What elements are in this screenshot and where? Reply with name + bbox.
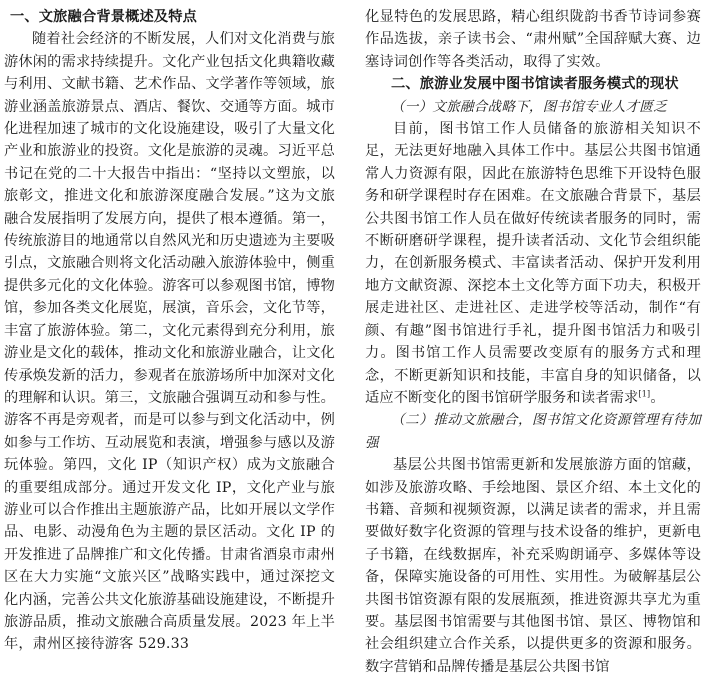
body-paragraph-1-end: 。 [650, 389, 665, 406]
right-column [365, 6, 701, 678]
continued-paragraph: 化显特色的发展思路，精心组织陇韵书香节诗词参赛作品选拔，亲子读书会、“肃州赋”全国辞赋大赛、边塞诗词创作等各类活动，取得了实效。 [365, 9, 701, 70]
subsection-heading-1: （一）文旅融合战略下，图书馆专业人才匮乏 [391, 98, 667, 115]
citation-marker: [1] [638, 389, 651, 399]
body-paragraph-2: 基层公共图书馆需更新和发展旅游方面的馆藏，如涉及旅游攻略、手绘地图、景区介绍、本土文化的书籍、音频和视频资源，以满足读者的需求，并且需要做好数字化资源的管理与技术设备的维护，更新电子书籍，在线数据库，补充采购朗诵亭、多媒体等设备，保障实施设备的可用性、实用性。为破解基层公共图书馆资源有限的发展瓶颈，推进资源共享尤为重要。基层图书馆需要与其他图书馆、景区、博物馆和社会组织建立合作关系，以提供更多的资源和服务。数字营销和品牌传播是基层公共图书馆 [365, 457, 701, 675]
section-heading-1: 一、文旅融合背景概述及特点 [10, 9, 198, 25]
body-paragraph-1-text: 目前，图书馆工作人员储备的旅游相关知识不足，无法更好地融入具体工作中。基层公共图书馆通常人力资源有限，因此在旅游特色思维下开设特色服务和研学课程时存在困难。在文旅融合背景下，基层公共图书馆工作人员在做好传统读者服务的同时，需不断研磨研学课程，提升读者活动、文化节会组织能力，在创新服务模式、丰富读者活动、保护开发利用地方文献资源、深挖本土文化等方面下功夫，积极开展走进社区、走进社区、走进学校等活动，制作“有颜、有趣”图书馆进行手礼，提升图书馆活力和吸引力。图书馆工作人员需要改变原有的服务方式和理念，不断更新知识和技能，丰富自身的知识储备，以适应不断变化的图书馆研学服务和读者需求 [365, 121, 701, 406]
section-heading-2: 二、旅游业发展中图书馆读者服务模式的现状 [391, 76, 679, 93]
body-paragraph-1 [365, 118, 701, 409]
subsection-heading-2: （二）推动文旅融合，图书馆文化资源管理有待加强 [365, 412, 701, 451]
body-paragraph: 随着社会经济的不断发展，人们对文化消费与旅游休闲的需求持续提升。文化产业包括文化典籍收藏与利用、文献书籍、艺术作品、文学著作等领域，旅游业涵盖旅游景点、酒店、餐饮、交通等方面。城市化进程加速了城市的文化设施建设，吸引了大量文化产业和旅游业的投资。文化是旅游的灵魂。习近平总书记在党的二十大报告中指出：“坚持以文塑旅，以旅彰文，推进文化和旅游深度融合发展。”这为文旅融合发展指明了发展方向，提供了根本遵循。第一，传统旅游目的地通常以自然风光和历史遗迹为主要吸引点，文旅融合则将文化活动融入旅游体验中，侧重提供多元化的文化体验。游客可以参观图书馆，博物馆，参加各类文化展览，展演，音乐会，文化节等，丰富了旅游体验。第二，文化元素得到充分利用，旅游业是文化的载体，推动文化和旅游业融合，让文化传承焕发新的活力，参观者在旅游场所中加深对文化的理解和认识。第三，文旅融合强调互动和参与性。游客不再是旁观者，而是可以参与到文化活动中，例如参与工作坊、互动展览和表演，增强参与感以及游玩体验。第四，文化 IP（知识产权）成为文旅融合的重要组成部分。通过开发文化 IP，文化产业与旅游业可以合作推出主题旅游产品，比如开展以文学作品、电影、动漫角色为主题的景区活动。文化 IP 的开发推进了品牌推广和文化传播。甘肃省酒泉市肃州区在大力实施“文旅兴区”战略实践中，通过深挖文化内涵，完善公共文化旅游基础设施建设，不断提升旅游品质，推动文旅融合高质量发展。2023 年上半年，肃州区接待游客 529.33 [4, 31, 335, 653]
left-column [4, 6, 335, 656]
